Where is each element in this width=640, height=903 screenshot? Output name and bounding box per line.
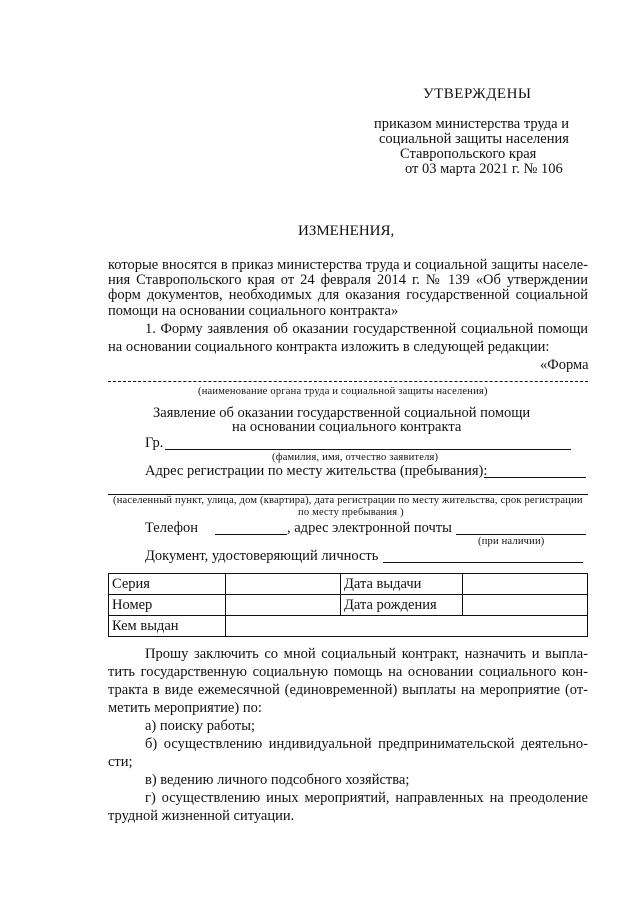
approval-line: социальной защиты населения (379, 131, 569, 147)
form-title: Заявление об оказании государственной социальной помощи (153, 405, 531, 421)
address-field[interactable] (484, 477, 586, 478)
form-title: на основании социального контракта (232, 419, 462, 435)
number-field[interactable] (226, 595, 341, 616)
birth-date-label: Дата рождения (341, 595, 463, 616)
option-b-cont: сти; (108, 754, 133, 770)
id-document-table (108, 573, 588, 637)
issue-date-label: Дата выдачи (341, 574, 463, 595)
option-v: в) ведению личного подсобного хозяйства; (145, 772, 410, 788)
email-caption: (при наличии) (478, 536, 545, 547)
phone-label: Телефон (145, 520, 198, 536)
table-row (109, 616, 588, 637)
request-line: Прошу заключить со мной социальный контракт, назначить и выпла- (145, 646, 588, 662)
approval-line: Ставропольского края (400, 146, 537, 162)
email-field[interactable] (456, 534, 586, 535)
intro-line: которые вносятся в приказ министерства труда и социальной защиты населе- (108, 257, 588, 273)
option-b: б) осуществлению индивидуальной предпринимательской деятельно- (145, 736, 588, 752)
intro-line: форм документов, необходимых для оказания государственной социальной (108, 287, 588, 303)
table-row (109, 574, 588, 595)
request-line: тракта в виде ежемесячной (единовременной) выплаты на мероприятие (от- (108, 682, 588, 698)
issued-by-field[interactable] (226, 616, 588, 637)
address-caption: по месту пребывания ) (298, 507, 404, 518)
id-doc-label: Документ, удостоверяющий личность (145, 548, 379, 564)
fio-caption: (фамилия, имя, отчество заявителя) (272, 452, 439, 463)
option-a: а) поиску работы; (145, 718, 256, 734)
series-field[interactable] (226, 574, 341, 595)
phone-field[interactable] (215, 534, 287, 535)
approval-line: приказом министерства труда и (374, 116, 569, 132)
forma-label: «Форма (540, 357, 589, 373)
organ-name-line (108, 381, 588, 382)
item1-line: на основании социального контракта изложить в следующей редакции: (108, 339, 550, 355)
page-heading: ИЗМЕНЕНИЯ, (298, 223, 395, 239)
organ-caption: (наименование органа труда и социальной защиты населения) (198, 386, 488, 397)
birth-date-field[interactable] (463, 595, 588, 616)
request-line: тить государственную социальную помощь на основании социального кон- (108, 664, 588, 680)
option-g-cont: трудной жизненной ситуации. (108, 808, 295, 824)
address-label: Адрес регистрации по месту жительства (пребывания): (145, 463, 488, 479)
fio-field[interactable] (165, 449, 571, 450)
id-doc-field[interactable] (383, 562, 583, 563)
issued-by-label: Кем выдан (109, 616, 226, 637)
intro-line: ния Ставропольского края от 24 февраля 2014 г. № 139 «Об утверждении (108, 272, 588, 288)
address-caption: (населенный пункт, улица, дом (квартира), дата регистрации по месту жительства, срок регистрации (113, 495, 583, 506)
series-label: Серия (109, 574, 226, 595)
option-g: г) осуществлению иных мероприятий, направленных на преодоление (145, 790, 588, 806)
email-label: , адрес электронной почты (287, 520, 452, 536)
approval-title: УТВЕРЖДЕНЫ (423, 86, 532, 102)
issue-date-field[interactable] (463, 574, 588, 595)
table-row (109, 595, 588, 616)
request-line: метить мероприятие) по: (108, 700, 262, 716)
approval-line: от 03 марта 2021 г. № 106 (405, 161, 563, 177)
number-label: Номер (109, 595, 226, 616)
citizen-label: Гр. (145, 435, 164, 451)
item1-line: 1. Форму заявления об оказании государственной социальной помощи (145, 321, 588, 337)
intro-line: помощи на основании социального контракта» (108, 303, 399, 319)
